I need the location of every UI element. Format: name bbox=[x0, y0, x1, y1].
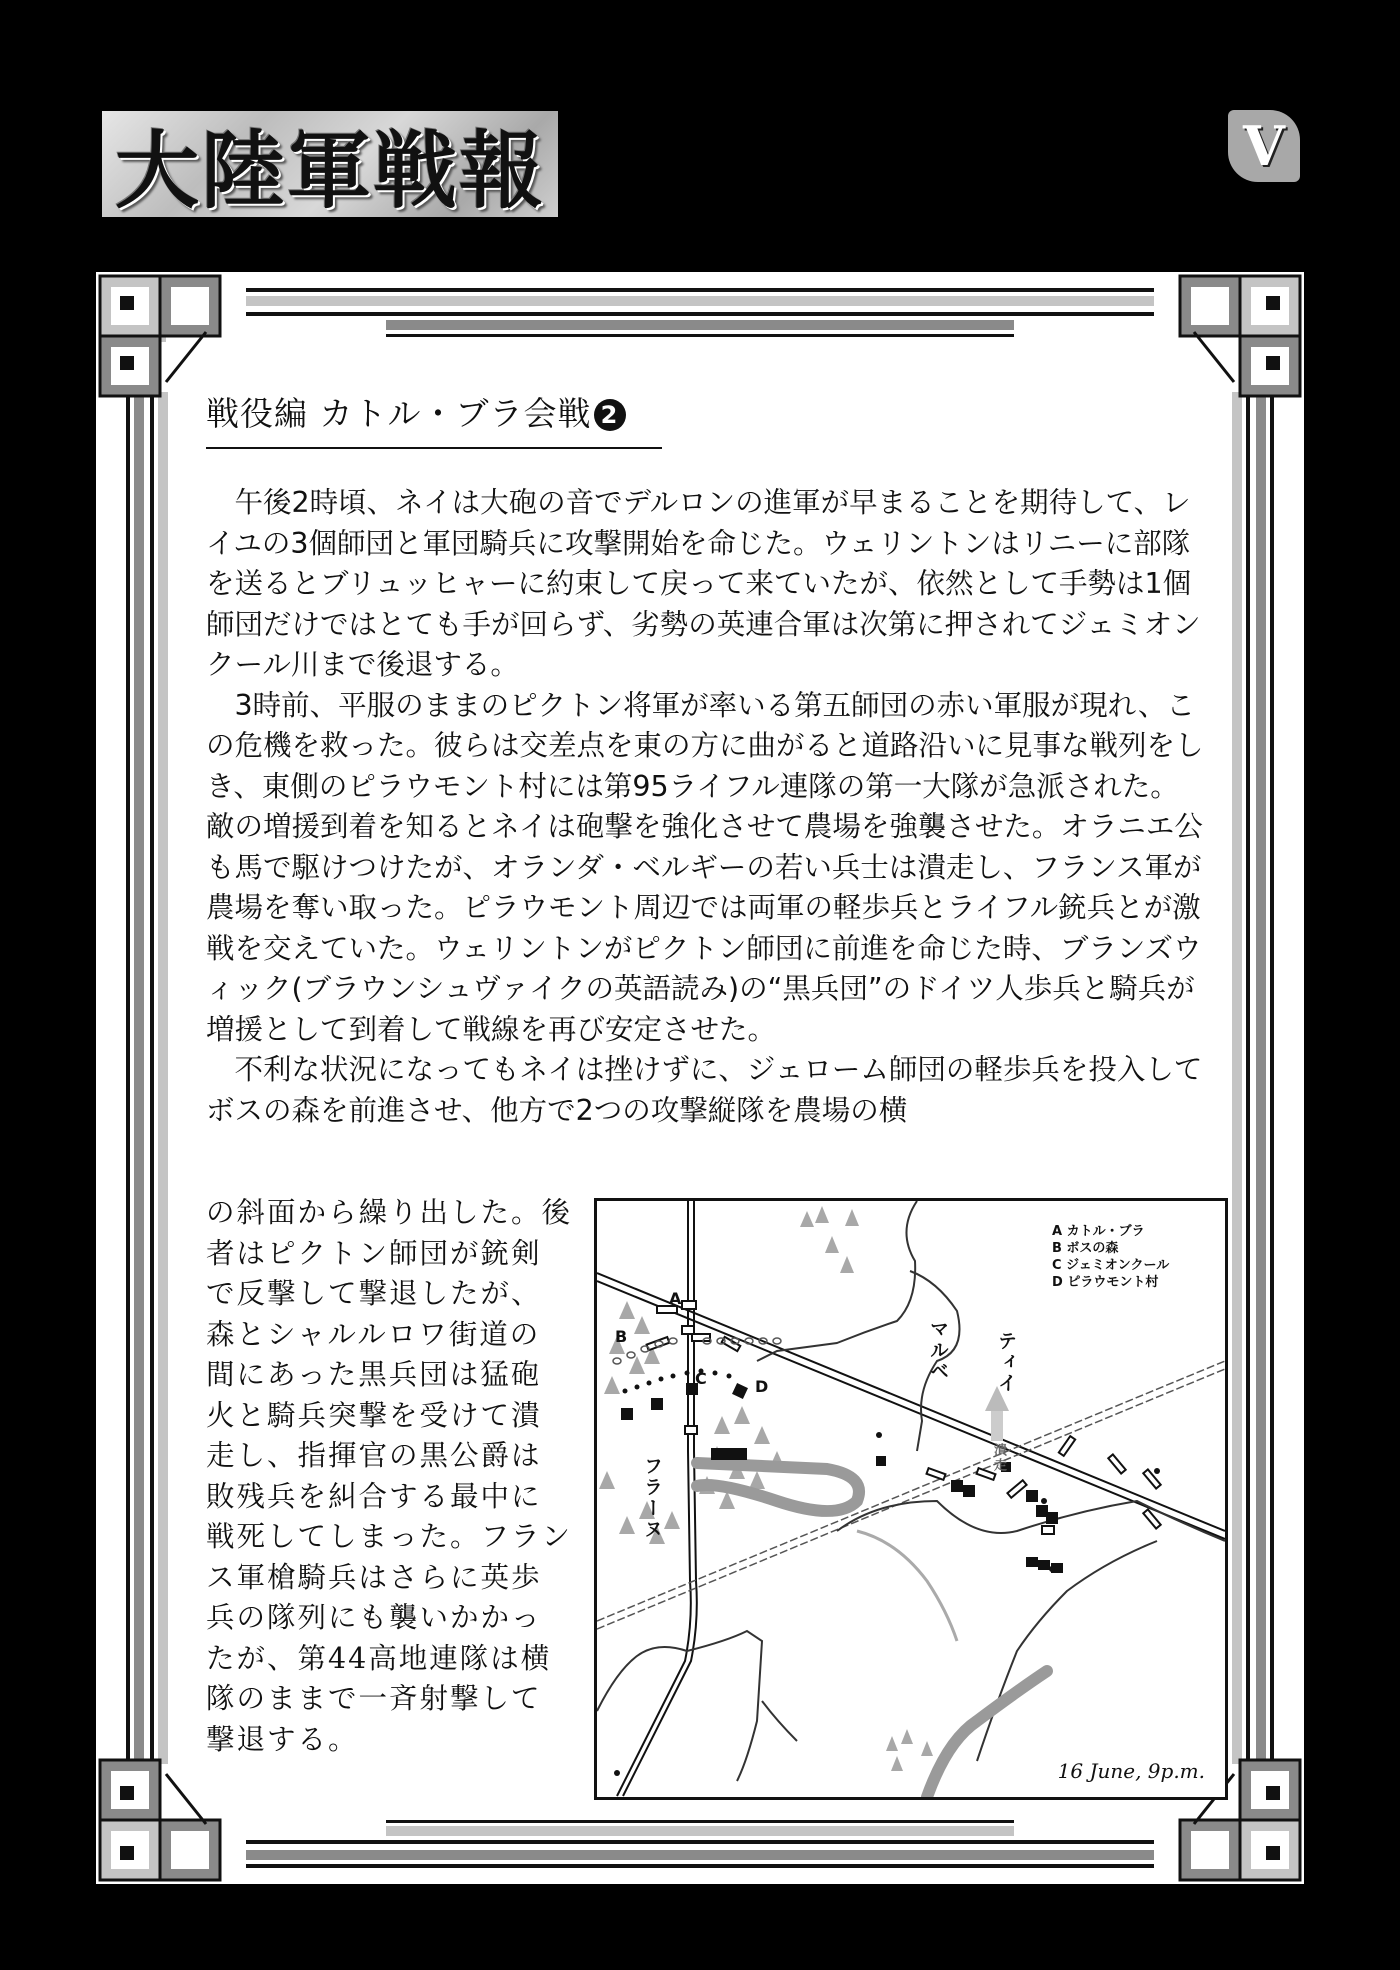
map-point-c: C bbox=[695, 1369, 707, 1388]
side-line: 間にあった黒兵団は猛砲 bbox=[206, 1358, 542, 1391]
article-body bbox=[206, 483, 1206, 1131]
place-thyle: ティイ bbox=[995, 1331, 1017, 1394]
place-marbais: マルベ bbox=[927, 1319, 949, 1382]
side-line: 火と騎兵突撃を受けて潰 bbox=[206, 1398, 542, 1432]
side-line: 撃退する。 bbox=[206, 1722, 359, 1756]
side-line: 森とシャルルロワ街道の bbox=[206, 1317, 541, 1351]
section-title: 戦役編 カトル・ブラ会戦 2 bbox=[206, 394, 626, 433]
map-point-a: A bbox=[669, 1289, 682, 1308]
battle-map bbox=[594, 1198, 1228, 1800]
map-legend bbox=[1052, 1223, 1169, 1291]
volume-badge bbox=[1228, 110, 1300, 182]
map-point-b: B bbox=[615, 1327, 628, 1346]
place-frasnes: フラーヌ bbox=[641, 1456, 663, 1540]
masthead-logo bbox=[102, 111, 558, 220]
side-line: 敗残兵を糾合する最中に bbox=[206, 1479, 542, 1513]
section-number-badge: 2 bbox=[594, 399, 626, 431]
map-timestamp: 16 June, 9p.m. bbox=[1057, 1759, 1205, 1783]
volume-label: V bbox=[1243, 114, 1285, 178]
legend-item: C ジェミオンクール bbox=[1052, 1258, 1170, 1273]
side-line: 隊のままで一斉射撃して bbox=[206, 1682, 542, 1715]
rout-label: 潰走 bbox=[991, 1443, 1006, 1473]
side-line: 兵の隊列にも襲いかかっ bbox=[206, 1601, 542, 1634]
paragraph-1: 午後2時頃、ネイは大砲の音でデルロンの進軍が早まることを期待して、レイユの3個師団と軍団騎兵に攻撃開始を命じた。ウェリントンはリニーに部隊を送るとブリュッヒャーに約束して戻って来ていたが、依然として手勢は1個師団だけではとても手が回らず、劣勢の英連合軍は次第に押されてジェミオンクール川まで後退する。 bbox=[206, 486, 1201, 681]
legend-item: D ピラウモント村 bbox=[1052, 1275, 1159, 1290]
legend-item: B ボスの森 bbox=[1052, 1241, 1119, 1256]
section-header bbox=[206, 388, 662, 449]
side-line: ス軍槍騎兵はさらに英歩 bbox=[206, 1560, 542, 1594]
masthead-title: 大陸軍戦報 bbox=[114, 121, 545, 220]
map-point-d: D bbox=[755, 1377, 769, 1396]
paragraph-2: 3時前、平服のままのピクトン将軍が率いる第五師団の赤い軍服が現れ、この危機を救った。彼らは交差点を東の方に曲がると道路沿いに見事な戦列をしき、東側のピラウモント村には第95ライフル連隊の第一大隊が急派された。敵の増援到着を知るとネイは砲撃を強化させて農場を強襲させた。オラニエ公も馬で駆けつけたが、オランダ・ベルギーの若い兵士は潰走し、フランス軍が農場を奪い取った。ピラウモント周辺では両軍の軽歩兵とライフル銃兵とが激戦を交えていた。ウェリントンがピクトン師団に前進を命じた時、ブランズウィック(ブラウンシュヴァイクの英語読み)の“黒兵団”のドイツ人歩兵と騎兵が増援として到着して戦線を再び安定させた。 bbox=[206, 688, 1204, 1046]
side-line: 走し、指揮官の黒公爵は bbox=[206, 1439, 542, 1472]
legend-item: A カトル・ブラ bbox=[1052, 1224, 1145, 1239]
article-side-column bbox=[206, 1193, 586, 1760]
side-line: で反撃して撃退したが、 bbox=[206, 1277, 542, 1310]
side-line: 戦死してしまった。フラン bbox=[206, 1520, 573, 1553]
side-line: たが、第44高地連隊は横 bbox=[206, 1641, 552, 1675]
side-line: 者はピクトン師団が銃剣 bbox=[206, 1236, 542, 1270]
paragraph-3: 不利な状況になってもネイは挫けずに、ジェローム師団の軽歩兵を投入してボスの森を前進させ、他方で2つの攻撃縦隊を農場の横 bbox=[206, 1053, 1203, 1127]
side-line: の斜面から繰り出した。後 bbox=[206, 1196, 573, 1229]
